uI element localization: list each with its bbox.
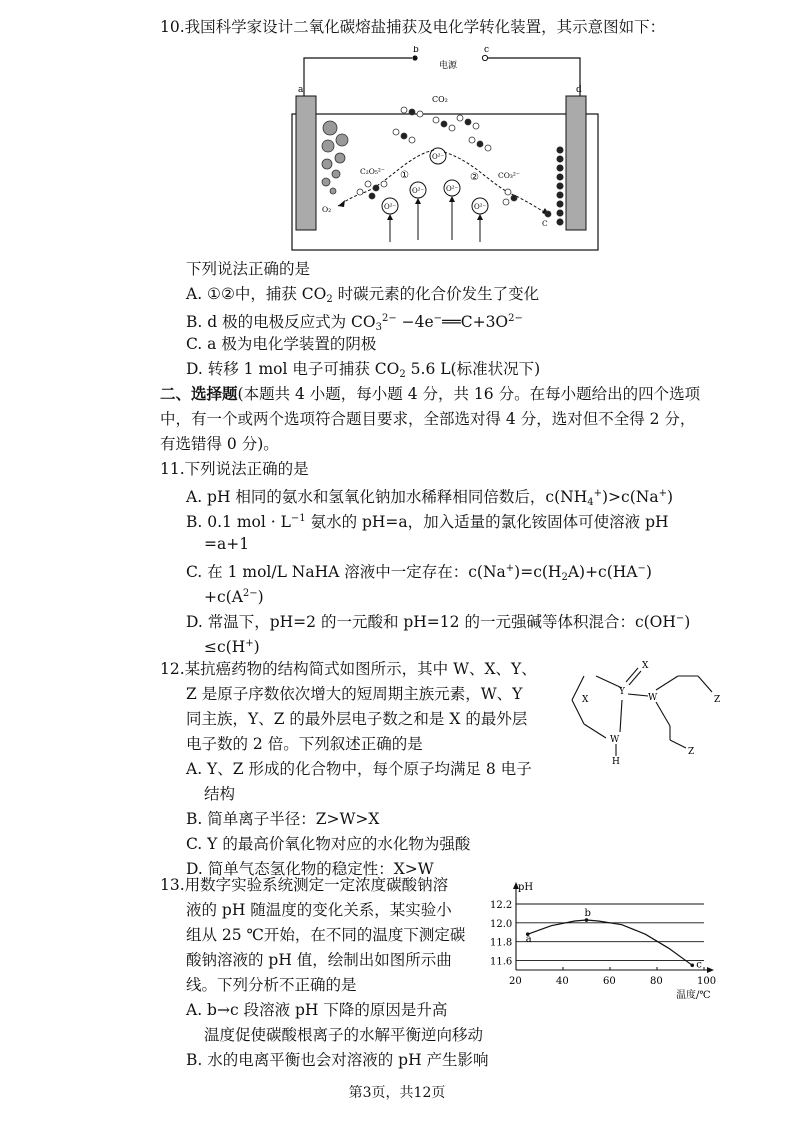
- y-tick-label: 11.6: [490, 956, 513, 968]
- q10-b-sub: 3: [375, 322, 382, 333]
- terminal-c: [482, 55, 487, 60]
- q11-a-t3: ): [666, 488, 674, 506]
- point-label-c: c: [696, 959, 702, 971]
- point-label-a: a: [525, 934, 532, 946]
- q11-option-d: [186, 608, 690, 633]
- step2-label: ②: [470, 172, 479, 183]
- q11-option-b: [186, 508, 669, 533]
- q11-a-sup2: +: [658, 488, 667, 499]
- q10-b-sup: 2−: [381, 313, 397, 324]
- q10-b-text2: −4e: [396, 313, 434, 331]
- x-tick-label: 80: [650, 976, 663, 987]
- o-ion-2: O²⁻: [412, 187, 425, 195]
- struct-y: Y: [619, 687, 625, 697]
- q11-c-t3: A)+c(HA: [567, 563, 638, 581]
- q11-d-t2: ): [684, 613, 691, 631]
- q12-option-a: A. Y、Z 形成的化合物中，每个原子均满足 8 电子: [186, 760, 532, 778]
- struct-x1: X: [582, 695, 589, 705]
- q13-option-a-cont: 温度促使碳酸根离子的水解平衡逆向移动: [204, 1026, 484, 1044]
- co3-label: CO₃²⁻: [498, 171, 520, 180]
- q11-d-sup2: +: [245, 638, 254, 649]
- q13-stem-1: 13.用数字实验系统测定一定浓度碳酸钠溶: [160, 876, 449, 894]
- q11-d-t4: ): [253, 638, 260, 656]
- y-tick-label: 11.8: [490, 937, 513, 949]
- struct-w1: W: [648, 693, 658, 703]
- q11-a-sub: 4: [587, 497, 594, 508]
- q10-prompt: 下列说法正确的是: [186, 260, 311, 278]
- power-label: 电源: [439, 61, 458, 71]
- x-tick-label: 100: [697, 976, 717, 987]
- label-b: b: [413, 46, 419, 55]
- q12-stem-1: 12.某抗癌药物的结构简式如图所示，其中 W、X、Y、: [160, 660, 537, 678]
- o-ion-4: O²⁻: [474, 203, 487, 211]
- q10-b-text: B. d 极的电极反应式为 CO: [186, 313, 376, 331]
- q11-d-t3: ≤c(H: [204, 638, 246, 656]
- q10-b-sup2: −: [433, 313, 443, 324]
- q13-ph-chart: [488, 876, 718, 1006]
- ph-curve: [525, 920, 693, 965]
- struct-h: H: [612, 757, 620, 766]
- o-ion-3: O²⁻: [446, 185, 459, 193]
- q11-stem: 11.下列说法正确的是: [160, 460, 309, 478]
- q12-stem-4: 电子数的 2 倍。下列叙述正确的是: [186, 735, 423, 753]
- q12-structure-diagram: [560, 656, 760, 766]
- q13-option-a: A. b→c 段溶液 pH 下降的原因是升高: [186, 1001, 448, 1019]
- q10-b-sup3: 2−: [508, 313, 523, 324]
- q10-option-d: [186, 358, 540, 386]
- q11-c-t2: )=c(H: [514, 563, 562, 581]
- page-footer: 第3页，共12页: [348, 1085, 446, 1101]
- q11-option-d-cont: [204, 633, 260, 658]
- q10-stem: 10.我国科学家设计二氧化碳熔盐捕获及电化学转化装置，其示意图如下：: [160, 18, 666, 36]
- q11-c-sup: +: [505, 563, 515, 574]
- q11-c-t6: ): [257, 588, 264, 606]
- q10-option-c: C. a 极为电化学装置的阴极: [186, 335, 377, 353]
- q11-a-sup: +: [593, 488, 602, 499]
- q11-option-b-cont: =a+1: [204, 535, 250, 553]
- q12-option-b: B. 简单离子半径：Z>W>X: [186, 810, 380, 828]
- label-d: d: [576, 85, 582, 95]
- q10-a-sub: 2: [326, 294, 333, 305]
- q11-d-t1: D. 常温下，pH=2 的一元酸和 pH=12 的一元强碱等体积混合：c(OH: [186, 613, 676, 631]
- q11-c-t1: C. 在 1 mol/L NaHA 溶液中一定存在：c(Na: [186, 563, 506, 581]
- q11-d-sup: −: [675, 613, 685, 624]
- q12-option-d: D. 简单气态氢化物的稳定性：X>W: [186, 860, 434, 878]
- q13-stem-3: 组从 25 ℃开始，在不同的温度下测定碳: [186, 926, 466, 944]
- point-c: [690, 963, 694, 967]
- struct-w2: W: [610, 735, 620, 745]
- electrode-d: [566, 96, 586, 230]
- struct-z2: Z: [688, 747, 695, 757]
- x-tick-label: 60: [603, 976, 616, 987]
- o2-label: O₂: [322, 205, 332, 214]
- x-axis-arrow: [707, 967, 714, 973]
- q10-d-text: D. 转移 1 mol 电子可捕获 CO: [186, 360, 400, 378]
- o-ion-1: O²⁻: [384, 203, 397, 211]
- label-a: a: [298, 85, 304, 95]
- q11-c-sup3: 2−: [242, 588, 258, 599]
- terminal-b: [412, 55, 417, 60]
- q12-option-c: C. Y 的最高价氧化物对应的水化物为强酸: [186, 835, 471, 853]
- x-tick-label: 40: [556, 976, 569, 987]
- q12-stem-2: Z 是原子序数依次增大的短周期主族元素，W、Y: [186, 685, 523, 703]
- section2-desc1: (本题共 4 小题，每小题 4 分，共 16 分。在每小题给出的四个选项: [237, 385, 701, 403]
- q10-electrolysis-diagram: [286, 46, 606, 256]
- point-label-b: b: [584, 908, 591, 920]
- q11-b-sup: −1: [290, 513, 306, 524]
- q11-c-t5: +c(A: [204, 588, 243, 606]
- q13-option-b: B. 水的电离平衡也会对溶液的 pH 产生影响: [186, 1051, 489, 1069]
- q11-b-t2: 氨水的 pH=a，加入适量的氯化铵固体可使溶液 pH: [305, 513, 669, 531]
- q11-c-t4: ): [645, 563, 652, 581]
- q11-c-sup2: −: [637, 563, 646, 574]
- o-ion-center: O²⁻: [432, 153, 445, 161]
- q10-b-text3: ══C+3O: [442, 313, 509, 331]
- q10-a-text: A. ①②中，捕获 CO: [186, 285, 327, 303]
- q10-d-text2: 5.6 L(标准状况下): [405, 360, 541, 378]
- struct-z1: Z: [714, 695, 721, 705]
- q12-stem-3: 同主族，Y、Z 的最外层电子数之和是 X 的最外层: [186, 710, 528, 728]
- q11-c-sub: 2: [561, 572, 568, 583]
- x-tick-label: 20: [509, 976, 522, 987]
- y-axis-label: pH: [518, 882, 534, 893]
- q11-a-t1: A. pH 相同的氨水和氢氧化钠加水稀释相同倍数后，c(NH: [186, 488, 588, 506]
- c-product-label: C: [542, 219, 548, 228]
- struct-x2: X: [642, 661, 649, 671]
- container: [292, 114, 598, 250]
- y-tick-label: 12.0: [490, 918, 513, 930]
- q10-option-a: [186, 283, 539, 311]
- section2-desc2: 中，有一个或两个选项符合题目要求，全部选对得 4 分，选对但不全得 2 分，: [160, 410, 696, 428]
- q13-stem-2: 液的 pH 随温度的变化关系，某实验小: [186, 901, 452, 919]
- q12-option-a-cont: 结构: [204, 785, 236, 803]
- section2-desc3: 有选错得 0 分)。: [160, 435, 279, 453]
- q11-a-t2: )>c(Na: [602, 488, 659, 506]
- q13-stem-5: 线。下列分析不正确的是: [186, 976, 357, 994]
- section2-heading: [160, 383, 700, 405]
- electrode-a: [296, 96, 316, 230]
- q13-stem-4: 酸钠溶液的 pH 值，绘制出如图所示曲: [186, 951, 452, 969]
- step1-label: ①: [400, 170, 409, 181]
- label-c-top: c: [484, 46, 490, 55]
- q11-b-t1: B. 0.1 mol · L: [186, 513, 291, 531]
- section2-title: 二、选择题: [160, 384, 238, 403]
- q10-a-text2: 时碳元素的化合价发生了变化: [332, 285, 540, 303]
- y-tick-label: 12.2: [490, 900, 513, 911]
- q11-option-c-cont: [204, 583, 264, 608]
- x-axis-label: 温度/℃: [676, 990, 711, 1001]
- c2o5-label: C₂O₅²⁻: [360, 167, 385, 176]
- co2-label: CO₂: [432, 95, 448, 104]
- q10-d-sub: 2: [399, 369, 406, 380]
